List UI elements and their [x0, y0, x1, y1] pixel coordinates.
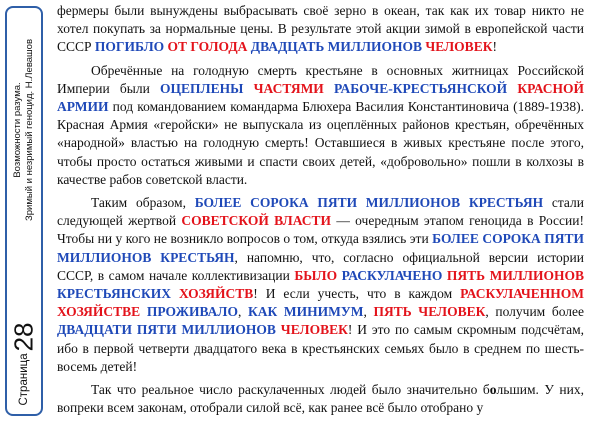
highlight-blue: ДВАДЦАТИ ПЯТИ МИЛЛИОНОВ [57, 322, 276, 338]
highlight-blue: КРЕСТЬЯНСКИХ [57, 286, 172, 302]
text: , [363, 304, 374, 320]
highlight-red: ЧАСТЯМИ [253, 80, 324, 96]
highlight-red: ЧЕЛОВЕК [280, 322, 348, 338]
page-number: 28 [8, 322, 39, 352]
highlight-blue: РАБОЧЕ-КРЕСТЬЯНСКОЙ [334, 80, 508, 96]
highlight-red: СОВЕТСКОЙ ВЛАСТИ [181, 213, 332, 229]
highlight-red: ЧЕЛОВЕК [425, 39, 493, 55]
paragraph-1 [57, 2, 584, 57]
highlight-blue: ПРОЖИВАЛО [146, 304, 238, 320]
page-label: Страница [18, 353, 30, 406]
highlight-blue: ОЦЕПЛЕНЫ [160, 80, 244, 96]
highlight-red: ХОЗЯЙСТВ [179, 286, 254, 302]
text: под командованием командарма Блюхера Василия Константиновича (1889-1938). Красная Армия «геройски» не выпускала из оцеплённых районов крестьян, обречённых «народной» властью на голодную смерть! Оставшиеся в живых крестьяне после этого, чтобы просто остаться живыми и спасти своих детей, «добровольно» пошли в колхозы в качестве рабов советской власти. [57, 99, 584, 187]
text: фермеры были вынуждены выбрасывать своё зерно в океан, так как их товар никто не хотел покупать за нормальные цены. В результате этой акции зимой в европейской части СССР [57, 3, 584, 55]
paragraph-2 [57, 62, 584, 189]
paragraph-3 [57, 194, 584, 376]
text: , получим более [485, 304, 584, 320]
highlight-red: ПЯТЬ МИЛЛИОНОВ [446, 267, 584, 283]
book-title [12, 39, 36, 221]
text: , [237, 304, 248, 320]
highlight-red: КРАСНОЙ [517, 80, 584, 96]
highlight-blue: РАСКУЛАЧЕНО [341, 267, 443, 283]
text: ! И если учесть, что в каждом [253, 286, 461, 302]
highlight-blue: ДВАДЦАТЬ МИЛЛИОНОВ [250, 39, 423, 55]
stressed-letter: о [489, 382, 497, 398]
highlight-red: ПЯТЬ ЧЕЛОВЕК [373, 304, 486, 320]
book-title-line1: Возможности разума. [12, 82, 23, 178]
highlight-red: ОТ ГОЛОДА [167, 39, 248, 55]
sidebar-frame [5, 6, 43, 416]
highlight-blue: ПОГИБЛО [94, 39, 165, 55]
highlight-blue: БОЛЕЕ СОРОКА ПЯТИ МИЛЛИОНОВ КРЕСТЬЯН [194, 195, 544, 211]
highlight-red: БЫЛО [294, 267, 338, 283]
page-content [57, 2, 584, 423]
text: Таким образом, [91, 195, 195, 211]
text: ! [492, 39, 497, 55]
text: Обречённые на голодную смерть крестьяне в основных житницах Российской Империи были [57, 62, 584, 96]
text: Так что реальное число раскулаченных людей было значительно б [91, 382, 490, 398]
highlight-blue: КАК МИНИМУМ [247, 304, 364, 320]
text: стали следующей жертвой [57, 195, 584, 229]
highlight-red: РАСКУЛАЧЕННОМ ХОЗЯЙСТВЕ [57, 286, 584, 320]
text: льшим. У них, вопреки всем законам, отобрали силой всё, как ранее всё было отобрано у [57, 382, 584, 416]
sidebar [0, 0, 50, 423]
text: , напомню, что, согласно официальной версии истории СССР, в самом начале коллективизации [57, 249, 584, 283]
text: — очередным этапом геноцида в России! Чтобы ни у кого не возникло вопросов о том, откуда взялись эти [57, 213, 584, 247]
paragraph-4 [57, 381, 584, 417]
book-title-line2: Зримый и незримый геноцид. Н.Левашов [24, 39, 35, 221]
highlight-blue: АРМИИ [57, 99, 109, 115]
highlight-blue: БОЛЕЕ СОРОКА ПЯТИ МИЛЛИОНОВ КРЕСТЬЯН [57, 231, 584, 265]
page-indicator [9, 322, 40, 405]
text: ! И это по самым скромным подсчётам, ибо в первой четверти двадцатого века в крестьянских семьях было в среднем по шесть-восемь детей! [57, 322, 584, 374]
